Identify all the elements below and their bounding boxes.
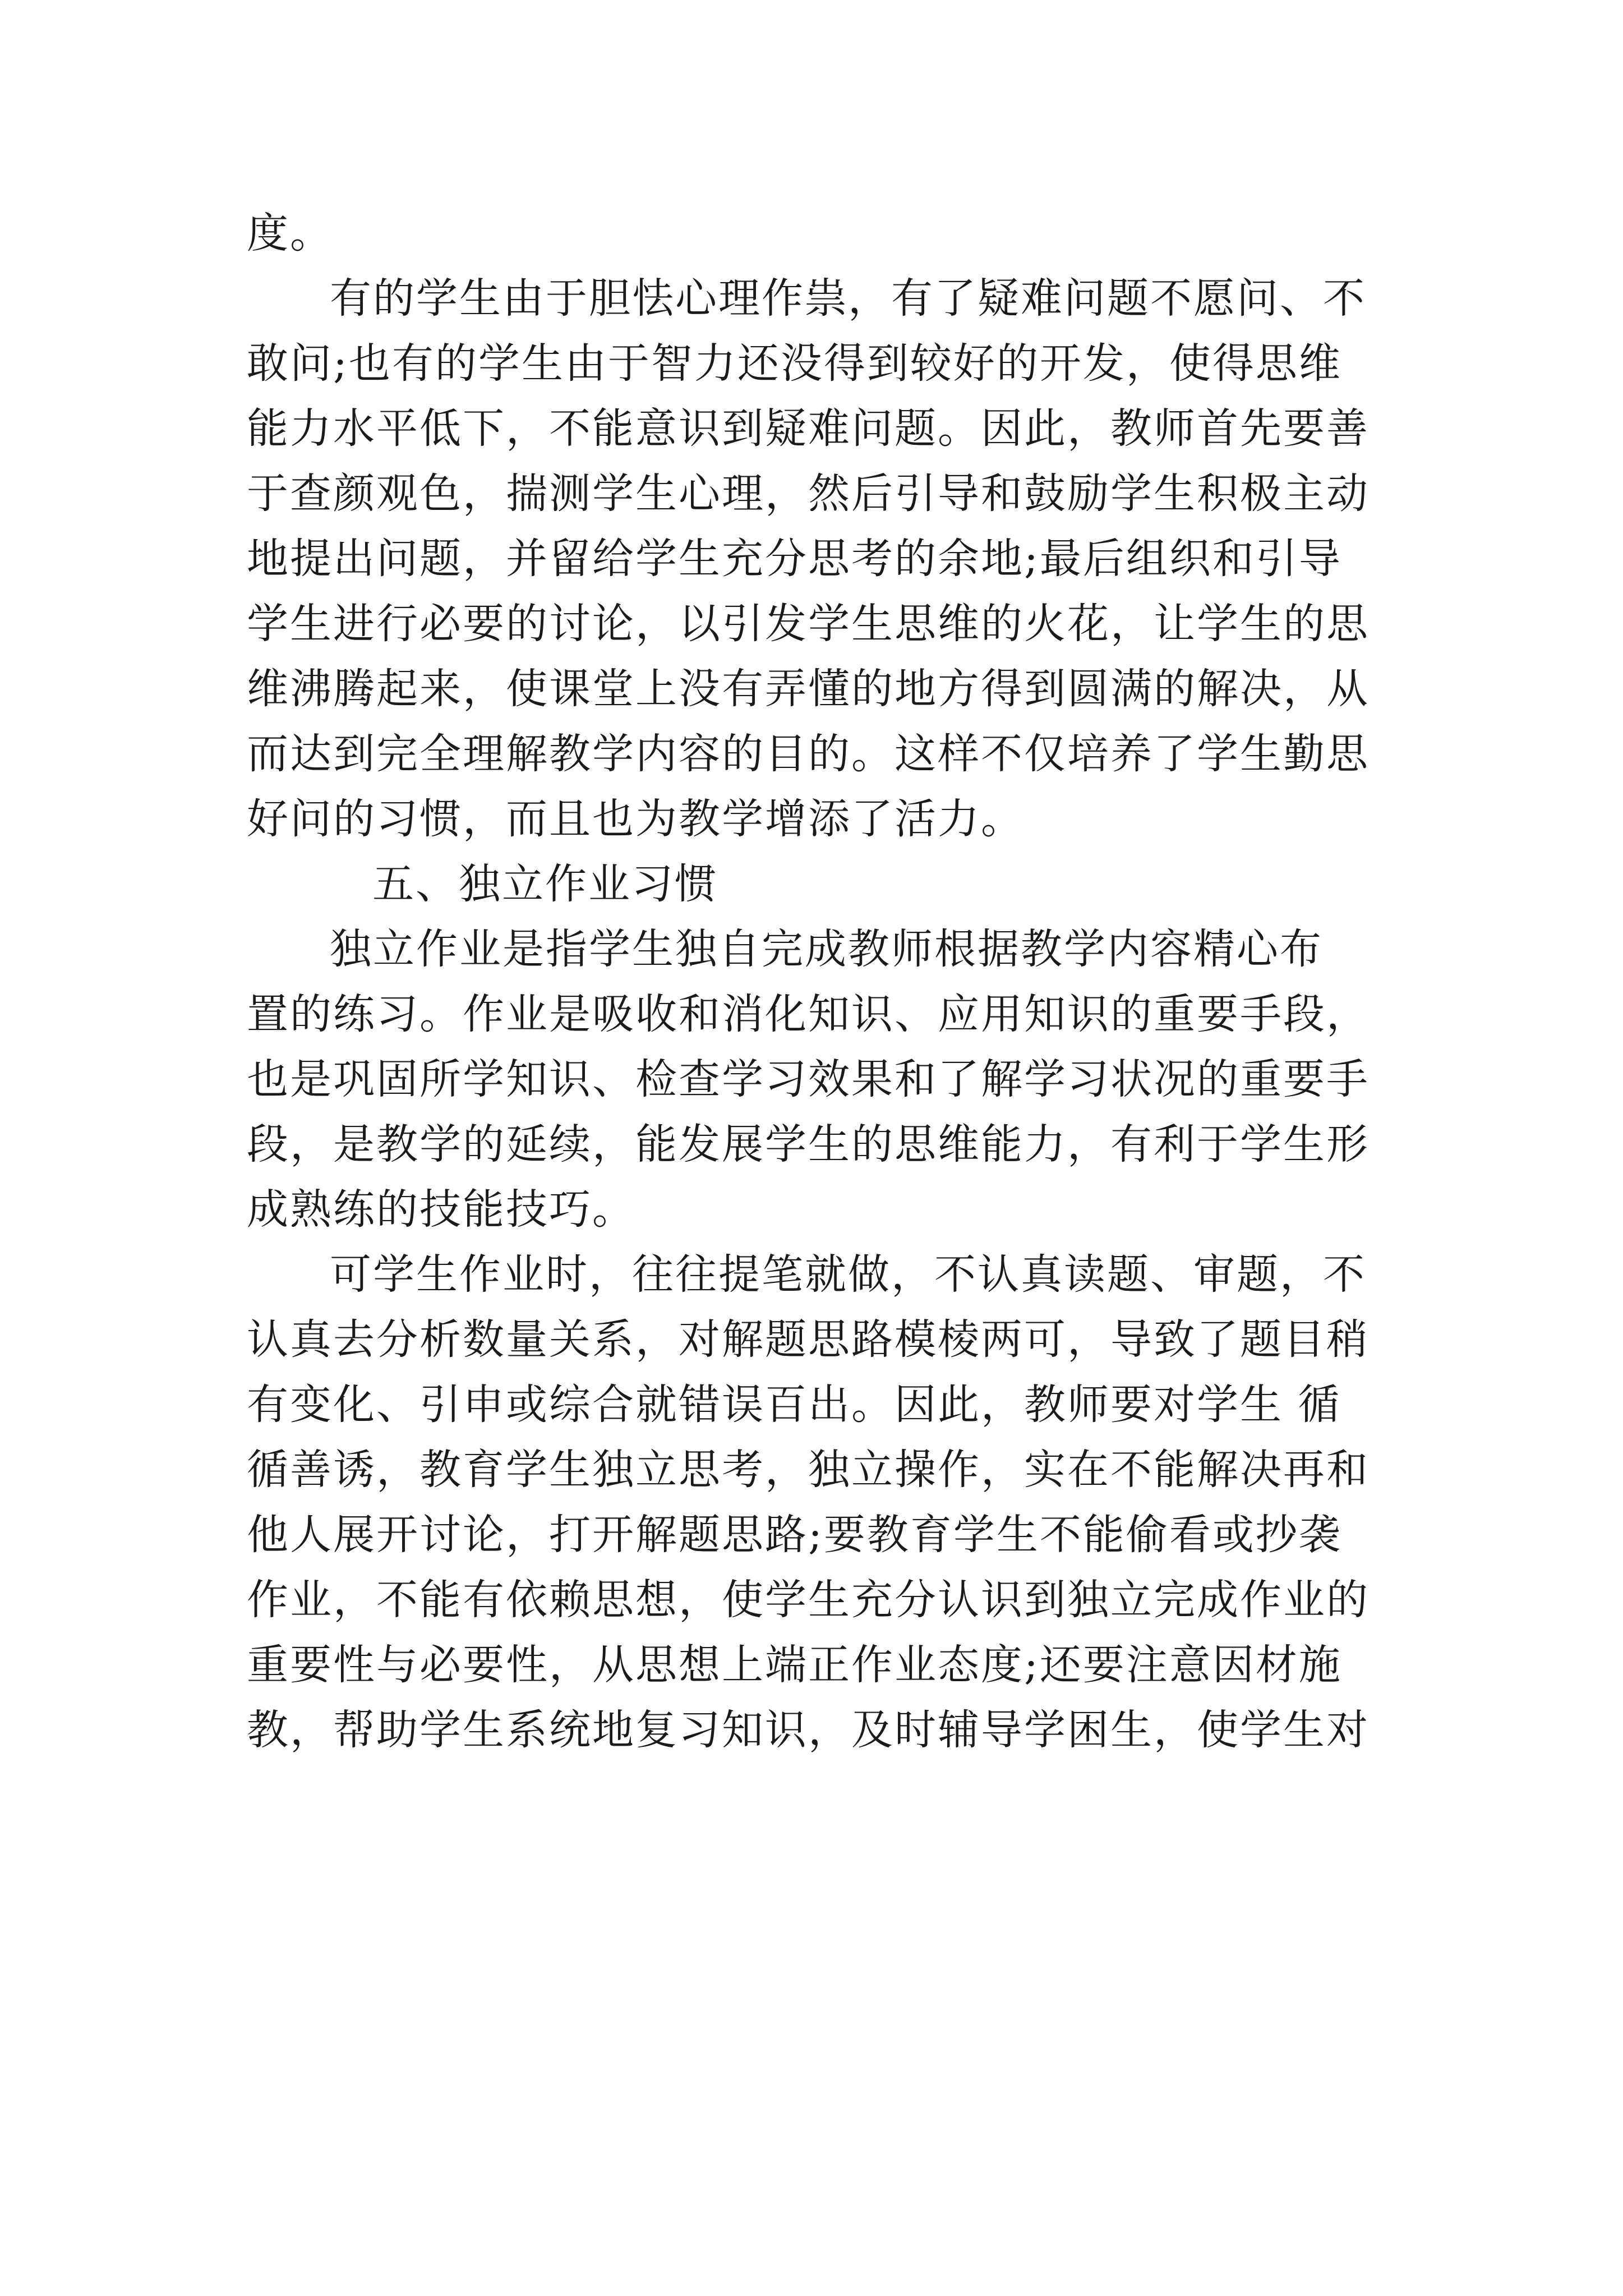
text-line: 置的练习。作业是吸收和消化知识、应用知识的重要手段，: [247, 990, 1370, 1038]
paragraph-first-line: 有的学生由于胆怯心理作祟，有了疑难问题不愿问、不: [330, 274, 1366, 323]
section-heading: 五、独立作业习惯: [372, 860, 718, 908]
text-line: 地提出问题，并留给学生充分思考的余地;最后组织和引导: [247, 535, 1342, 583]
text-line: 段，是教学的延续，能发展学生的思维能力，有利于学生形: [247, 1120, 1370, 1168]
text-line: 维沸腾起来，使课堂上没有弄懂的地方得到圆满的解决，从: [247, 665, 1370, 713]
paragraph-first-line: 独立作业是指学生独自完成教师根据教学内容精心布: [330, 925, 1323, 973]
text-line: 成熟练的技能技巧。: [247, 1185, 635, 1234]
text-line: 他人展开讨论，打开解题思路;要教育学生不能偷看或抄袭: [247, 1511, 1342, 1559]
text-line: 重要性与必要性，从思想上端正作业态度;还要注意因材施: [247, 1641, 1342, 1689]
text-line: 学生进行必要的讨论，以引发学生思维的火花，让学生的思: [247, 600, 1370, 648]
text-line: 认真去分析数量关系，对解题思路模棱两可，导致了题目稍: [247, 1315, 1370, 1364]
text-line: 于查颜观色，揣测学生心理，然后引导和鼓励学生积极主动: [247, 470, 1370, 518]
text-line: 教，帮助学生系统地复习知识，及时辅导学困生，使学生对: [247, 1706, 1370, 1754]
paragraph-first-line: 可学生作业时，往往提笔就做，不认真读题、审题，不: [330, 1250, 1366, 1299]
text-line: 度。: [247, 209, 333, 257]
text-line: 循善诱，教育学生独立思考，独立操作，实在不能解决再和: [247, 1446, 1370, 1494]
text-line: 作业，不能有依赖思想，使学生充分认识到独立完成作业的: [247, 1576, 1370, 1624]
body-text: [247, 201, 1385, 1763]
text-line: 能力水平低下，不能意识到疑难问题。因此，教师首先要善: [247, 404, 1370, 453]
text-line: 而达到完全理解教学内容的目的。这样不仅培养了学生勤思: [247, 730, 1370, 778]
text-line: 好问的习惯，而且也为教学增添了活力。: [247, 795, 1024, 843]
text-line: 也是巩固所学知识、检查学习效果和了解学习状况的重要手: [247, 1055, 1370, 1103]
text-line: 有变化、引申或综合就错误百出。因此，教师要对学生 循: [247, 1381, 1341, 1429]
text-line: 敢问;也有的学生由于智力还没得到较好的开发，使得思维: [247, 339, 1342, 388]
